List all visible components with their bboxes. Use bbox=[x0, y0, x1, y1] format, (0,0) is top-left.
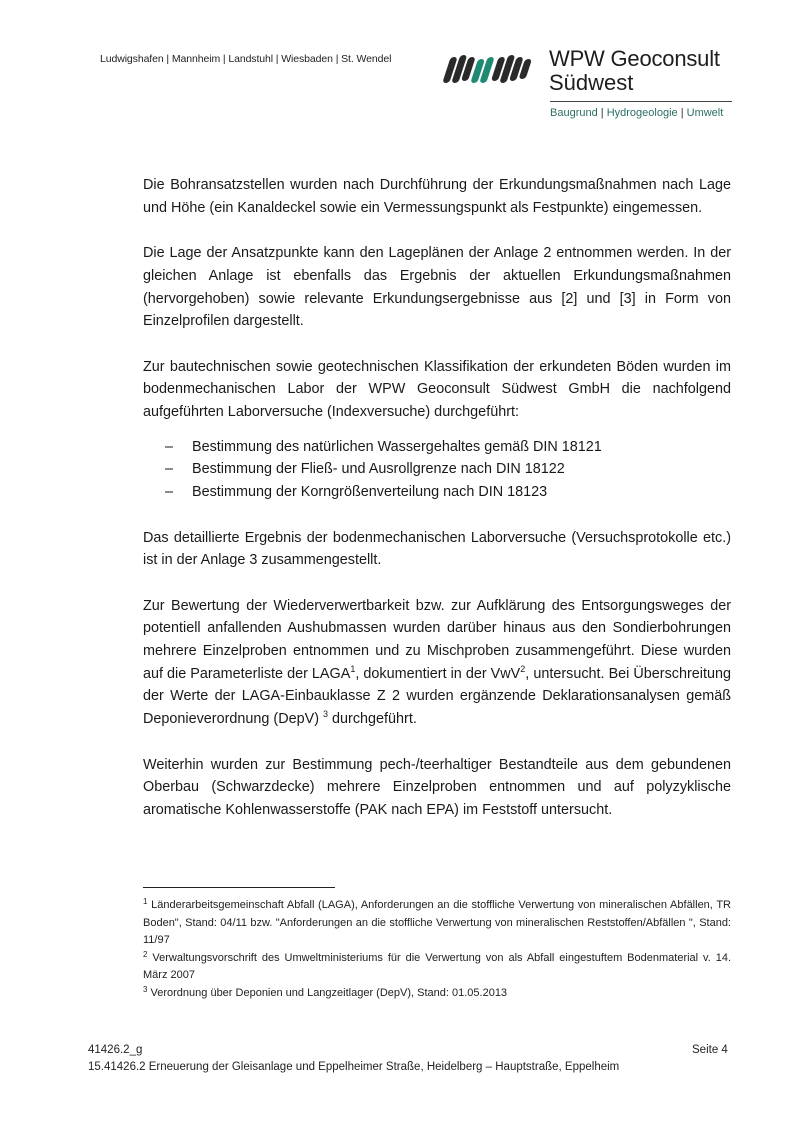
document-id: 41426.2_g bbox=[88, 1044, 143, 1056]
text-segment: Zur Bewertung der Wiederverwertbarkeit bzw. zur Aufklärung des Entsorgungsweges der potentiell anfallenden Aushubmassen wurden darüber hinaus aus den Sondierbohrungen mehrere Einzelproben entnommen und zu Mischproben zusammengeführt. Diese wurden auf die Parameterliste der LAGA bbox=[143, 597, 731, 682]
list-item bbox=[143, 481, 731, 504]
company-tagline bbox=[550, 107, 723, 119]
paragraph-site-plans: Die Lage der Ansatzpunkte kann den Lageplänen der Anlage 2 entnommen werden. In der gleichen Anlage ist ebenfalls das Ergebnis der aktuellen Erkundungsmaßnahmen (hervorgehoben) sowie relevante Erkundungsergebnisse aus [2] und [3] in Form von Einzelprofilen dargestellt. bbox=[143, 245, 731, 330]
list-item bbox=[143, 436, 731, 459]
tagline-separator: | bbox=[677, 107, 687, 119]
office-locations: Ludwigshafen | Mannheim | Landstuhl | Wiesbaden | St. Wendel bbox=[100, 53, 392, 65]
lab-tests-list bbox=[143, 436, 731, 504]
footnote-1 bbox=[143, 897, 731, 950]
text-segment: , dokumentiert in der VwV bbox=[355, 665, 521, 682]
list-item-text: Bestimmung der Fließ- und Ausrollgrenze nach DIN 18122 bbox=[192, 461, 565, 478]
footnotes bbox=[143, 897, 731, 1002]
footnote-2 bbox=[143, 950, 731, 985]
tagline-hydrogeologie: Hydrogeologie bbox=[606, 107, 678, 119]
dash-bullet: – bbox=[165, 461, 174, 478]
page-number: Seite 4 bbox=[692, 1044, 728, 1056]
list-item-text: Bestimmung des natürlichen Wassergehaltes gemäß DIN 18121 bbox=[192, 438, 602, 455]
tagline-baugrund: Baugrund bbox=[550, 107, 598, 119]
tagline-separator: | bbox=[597, 107, 607, 119]
paragraph-survey: Die Bohransatzstellen wurden nach Durchführung der Erkundungsmaßnahmen nach Lage und Höhe (ein Kanaldeckel sowie ein Vermessungspunkt als Festpunkte) eingemessen. bbox=[143, 177, 731, 216]
company-logo bbox=[442, 47, 742, 127]
footnote-ref-2: 2 bbox=[520, 663, 526, 674]
footnote-number: 3 bbox=[143, 984, 148, 994]
company-name-line2: Südwest bbox=[549, 70, 634, 95]
logo-divider bbox=[550, 101, 732, 102]
footnote-3 bbox=[143, 985, 731, 1003]
wpw-logo-icon bbox=[442, 53, 546, 87]
footnote-number: 2 bbox=[143, 949, 148, 959]
tagline-umwelt: Umwelt bbox=[686, 107, 724, 119]
body-text bbox=[143, 174, 731, 844]
list-item-text: Bestimmung der Korngrößenverteilung nach DIN 18123 bbox=[192, 484, 548, 501]
paragraph-lab-results: Das detaillierte Ergebnis der bodenmechanischen Laborversuche (Versuchsprotokolle etc.) ist in der Anlage 3 zusammengestellt. bbox=[143, 529, 731, 569]
footnote-divider bbox=[143, 887, 335, 888]
text-segment: durchgeführt. bbox=[328, 711, 417, 728]
footnote-text: Länderarbeitsgemeinschaft Abfall (LAGA), Anforderungen an die stoffliche Verwertung von mineralischen Abfällen, TR Boden", Stand: 04/11 bzw. "Anforderungen an die stoffliche Verwertung von mineralischen Reststoffen/Abfällen ", Stand: 11/97 bbox=[143, 899, 731, 946]
footnote-ref-1: 1 bbox=[350, 663, 356, 674]
list-item bbox=[143, 458, 731, 481]
dash-bullet: – bbox=[165, 438, 174, 455]
company-name-line1: WPW Geoconsult bbox=[549, 46, 720, 71]
paragraph-pak: Weiterhin wurden zur Bestimmung pech-/teerhaltiger Bestandteile aus dem gebundenen Oberbau (Schwarzdecke) mehrere Einzelproben entnommen und auf polyzyklische aromatische Kohlenwasserstoffe (PAK nach EPA) im Feststoff untersucht. bbox=[143, 756, 731, 818]
dash-bullet: – bbox=[165, 484, 174, 501]
text-segment: , untersucht. Bei Überschreitung der Werte der LAGA-Einbauklasse Z 2 wurden ergänzende Deklarationsanalysen gemäß Deponieverordnung (DepV) bbox=[143, 665, 731, 728]
paragraph-recycling bbox=[143, 595, 731, 731]
footnote-text: Verordnung über Deponien und Langzeitlager (DepV), Stand: 01.05.2013 bbox=[147, 986, 508, 999]
paragraph-lab-tests-intro: Zur bautechnischen sowie geotechnischen Klassifikation der erkundeten Böden wurden im bodenmechanischen Labor der WPW Geoconsult Südwest GmbH die nachfolgend aufgeführten Laborversuche (Indexversuche) durchgeführt: bbox=[143, 358, 731, 420]
footnote-text: Verwaltungsvorschrift des Umweltministeriums für die Verwertung von als Abfall eingestuftem Bodenmaterial v. 14. März 2007 bbox=[143, 951, 731, 981]
footnote-number: 1 bbox=[143, 897, 148, 906]
project-title: 15.41426.2 Erneuerung der Gleisanlage und Eppelheimer Straße, Heidelberg – Hauptstraße, Eppelheim bbox=[88, 1061, 620, 1073]
footnote-ref-3: 3 bbox=[323, 709, 329, 720]
